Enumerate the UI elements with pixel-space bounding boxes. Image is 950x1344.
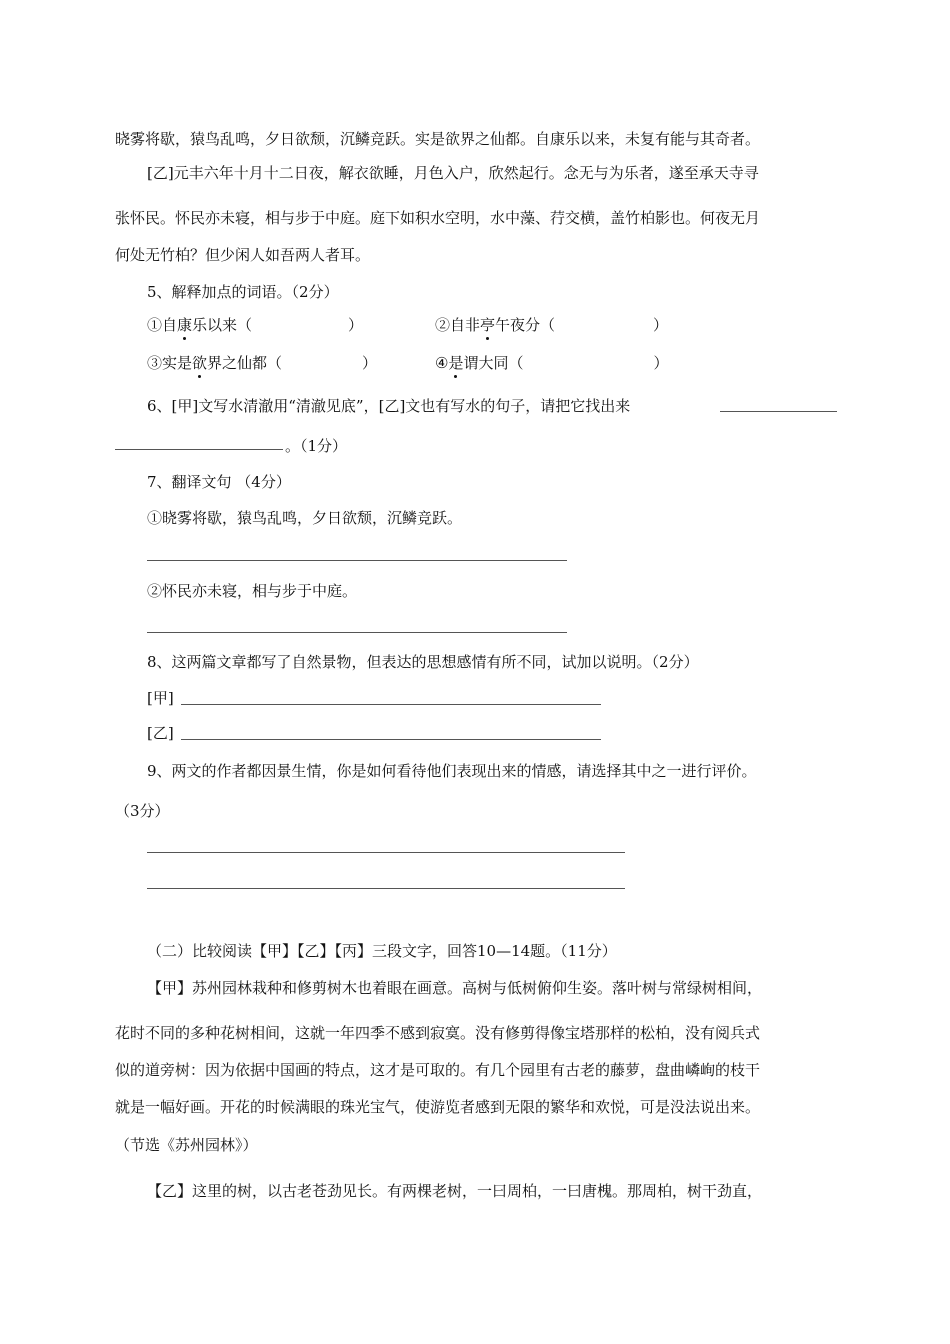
part2-jia-line4: 就是一幅好画。开花的时候满眼的珠光宝气，使游览者感到无限的繁华和欢悦，可是没法说出来。	[115, 1098, 761, 1116]
q8-answer-line-jia[interactable]	[181, 704, 601, 705]
q7-item2: ②怀民亦未寝，相与步于中庭。	[147, 582, 358, 600]
q7-stem: 7、翻译文句 （4分）	[147, 473, 291, 491]
q5-item4: ④是谓大同（ ）	[435, 354, 669, 372]
q9-answer-line-2[interactable]	[147, 888, 625, 889]
q6-answer-blank-2[interactable]	[115, 449, 283, 450]
q6-answer-blank-1[interactable]	[720, 411, 837, 412]
part2-jia-source: （节选《苏州园林》）	[115, 1136, 258, 1154]
emphasis-dot-char: 康	[177, 316, 193, 334]
q5-stem: 5、解释加点的词语。（2分）	[147, 283, 339, 301]
q8-stem: 8、这两篇文章都写了自然景物，但表达的思想感情有所不同，试加以说明。（2分）	[147, 653, 699, 671]
part2-jia-line3: 似的道旁树：因为依据中国画的特点，这才是可取的。有几个园里有古老的藤萝，盘曲嶙峋的枝干	[115, 1061, 761, 1079]
passage-yi-line3: 何处无竹柏？但少闲人如吾两人者耳。	[115, 246, 371, 264]
q7-answer-line-2[interactable]	[147, 632, 567, 633]
q5-item2: ②自非亭午夜分（ ）	[435, 316, 669, 334]
emphasis-dot-char: 亭	[480, 316, 496, 334]
q6-line1: 6、[甲]文写水清澈用“清澈见底”，[乙]文也有写水的句子，请把它找出来	[147, 397, 631, 415]
q5-item3: ③实是欲界之仙都（ ）	[147, 354, 378, 372]
part2-heading: （二）比较阅读【甲】【乙】【丙】三段文字，回答10—14题。（11分）	[147, 942, 617, 960]
q7-item1: ①晓雾将歇，猿鸟乱鸣，夕日欲颓，沉鳞竞跃。	[147, 509, 463, 527]
q5-item1: ①自康乐以来（ ）	[147, 316, 364, 334]
part2-jia-line1: 【甲】苏州园林栽种和修剪树木也着眼在画意。高树与低树俯仰生姿。落叶树与常绿树相间，	[147, 979, 763, 997]
q7-answer-line-1[interactable]	[147, 560, 567, 561]
q9-stem: 9、两文的作者都因景生情，你是如何看待他们表现出来的情感，请选择其中之一进行评价。	[147, 762, 757, 780]
part2-jia-line2: 花时不同的多种花树相间，这就一年四季不感到寂寞。没有修剪得像宝塔那样的松柏，没有阅兵式	[115, 1024, 761, 1042]
q6-score: 。（1分）	[285, 437, 348, 455]
passage-yi-line2: 张怀民。怀民亦未寝，相与步于中庭。庭下如积水空明，水中藻、荇交横，盖竹柏影也。何夜无月	[115, 209, 761, 227]
q9-score: （3分）	[115, 802, 170, 820]
emphasis-dot-char: 是	[448, 354, 464, 372]
passage-jia-end: 晓雾将歇，猿鸟乱鸣，夕日欲颓，沉鳞竞跃。实是欲界之仙都。自康乐以来，未复有能与其奇者。	[115, 130, 761, 148]
q9-answer-line-1[interactable]	[147, 852, 625, 853]
q8-answer-line-yi[interactable]	[181, 739, 601, 740]
q8-label-jia: [甲]	[147, 689, 174, 707]
q8-label-yi: [乙]	[147, 724, 174, 742]
part2-yi-line1: 【乙】这里的树，以古老苍劲见长。有两棵老树，一曰周柏，一曰唐槐。那周柏，树干劲直，	[147, 1182, 763, 1200]
passage-yi-line1: [乙]元丰六年十月十二日夜，解衣欲睡，月色入户，欣然起行。念无与为乐者，遂至承天寺寻	[147, 164, 759, 182]
emphasis-dot-char: 欲	[192, 354, 208, 372]
